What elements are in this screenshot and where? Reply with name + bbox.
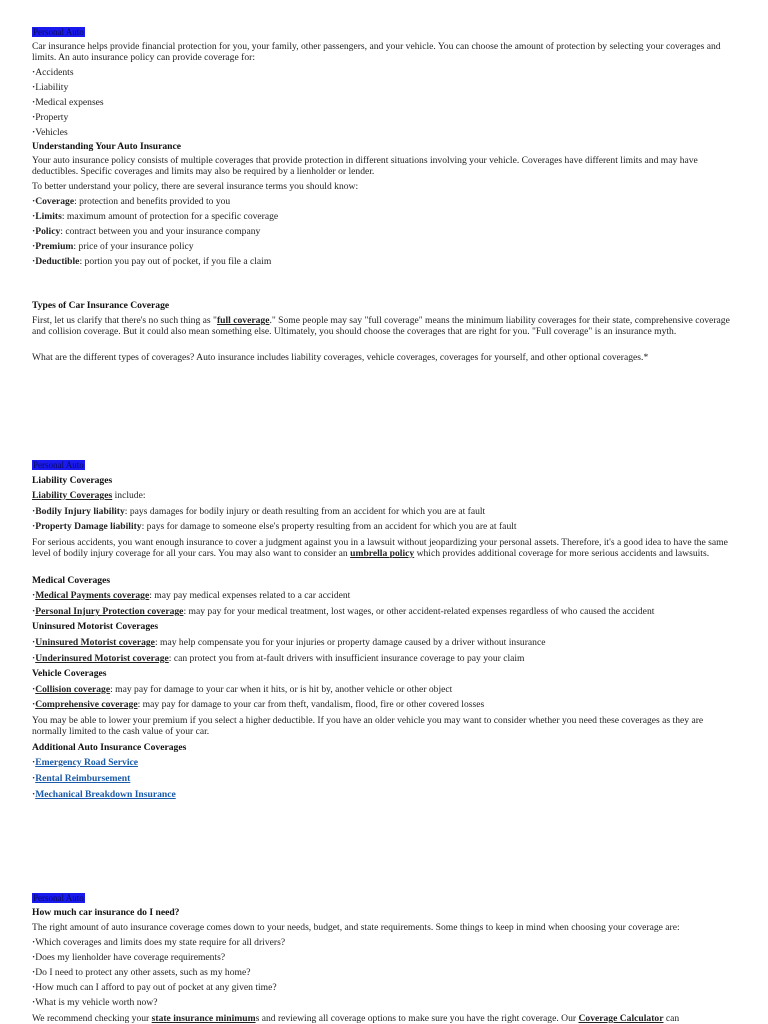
question-item: ·How much can I afford to pay out of pocket at any given time? <box>32 982 277 993</box>
additional-item: ·Mechanical Breakdown Insurance <box>32 789 176 800</box>
section-heading: Uninsured Motorist Coverages <box>32 621 159 632</box>
pip-link[interactable]: Personal Injury Protection coverage <box>35 606 184 617</box>
mechanical-breakdown-link[interactable]: Mechanical Breakdown Insurance <box>35 789 176 800</box>
coverage-calculator-link[interactable]: Coverage Calculator <box>578 1013 664 1024</box>
term-item: ·Premium: price of your insurance policy <box>32 241 194 252</box>
question-item: ·Does my lienholder have coverage requirements? <box>32 952 226 963</box>
coverage-item: ·Medical Payments coverage: may pay medical expenses related to a car accident <box>32 590 351 601</box>
needs-paragraph: The right amount of auto insurance coverage comes down to your needs, budget, and state requirements. Some things to keep in mind when choosing your coverage are: <box>32 922 680 933</box>
collision-link[interactable]: Collision coverage <box>35 684 111 695</box>
coverage-item: ·Bodily Injury liability: pays damages for bodily injury or death resulting from an accident for which you are at fault <box>32 506 486 517</box>
section-heading: Understanding Your Auto Insurance <box>32 141 182 152</box>
coverage-item: ·Uninsured Motorist coverage: may help compensate you for your injuries or property damage caused by a driver without insurance <box>32 637 546 648</box>
comprehensive-link[interactable]: Comprehensive coverage <box>35 699 138 710</box>
state-minimums-link[interactable]: state insurance minimum <box>151 1013 256 1024</box>
umbrella-policy-link[interactable]: umbrella policy <box>350 548 415 559</box>
list-item: ·Accidents <box>32 67 74 78</box>
section-tag: Personal Auto <box>33 27 84 37</box>
coverage-item: ·Collision coverage: may pay for damage to your car when it hits, or is hit by, another vehicle or other object <box>32 684 453 695</box>
recommend-paragraph: We recommend checking your state insurance minimums and reviewing all coverage options to make sure you have the right coverage. Our Coverage Calculator can <box>32 1013 680 1024</box>
section-heading: Liability Coverages <box>32 475 113 486</box>
serious-accidents-paragraph: For serious accidents, you want enough insurance to cover a judgment against you in a lawsuit without jeopardizing your personal assets. Therefore, it's a good idea to have the same level of bodily injury coverage for all your cars. You may also want to consider an umbrella policy which provides additional coverage for more serious accidents and lawsuits. <box>32 537 728 559</box>
uninsured-motorist-link[interactable]: Uninsured Motorist coverage <box>35 637 155 648</box>
coverage-item: ·Underinsured Motorist coverage: can protect you from at-fault drivers with insufficient insurance coverage to pay your claim <box>32 653 525 664</box>
coverage-item: ·Personal Injury Protection coverage: may pay for your medical treatment, lost wages, or other accident-related expenses regardless of who caused the accident <box>32 606 655 617</box>
additional-item: ·Rental Reimbursement <box>32 773 131 784</box>
intro-paragraph: Car insurance helps provide financial protection for you, your family, other passengers, and your vehicle. You can choose the amount of protection by selecting your coverages and limits. An auto insurance policy can provide coverage for: <box>32 41 721 63</box>
section-heading: Vehicle Coverages <box>32 668 107 679</box>
term-item: ·Policy: contract between you and your insurance company <box>32 226 261 237</box>
list-item: ·Medical expenses <box>32 97 104 108</box>
rental-reimbursement-link[interactable]: Rental Reimbursement <box>35 773 131 784</box>
underinsured-motorist-link[interactable]: Underinsured Motorist coverage <box>35 653 169 664</box>
types-paragraph: What are the different types of coverages? Auto insurance includes liability coverages, vehicle coverages, coverages for yourself, and other optional coverages.* <box>32 352 649 363</box>
list-item: ·Property <box>32 112 69 123</box>
section-heading: Medical Coverages <box>32 575 111 586</box>
medical-payments-link[interactable]: Medical Payments coverage <box>35 590 150 601</box>
emergency-road-service-link[interactable]: Emergency Road Service <box>35 757 139 768</box>
deductible-paragraph: You may be able to lower your premium if you select a higher deductible. If you have an older vehicle you may want to consider whether you need these coverages as they are normally limited to the cash value of your car. <box>32 715 704 737</box>
terms-intro: To better understand your policy, there are several insurance terms you should know: <box>32 181 359 192</box>
question-item: ·Do I need to protect any other assets, such as my home? <box>32 967 251 978</box>
full-coverage-paragraph: First, let us clarify that there's no such thing as "full coverage." Some people may say "full coverage" means the minimum liability coverages for their state, comprehensive coverage and collision coverage. But it could also mean something else. Ultimately, you should choose the coverages that are right for you. "Full coverage" is an insurance myth. <box>32 315 730 337</box>
full-coverage-link[interactable]: full coverage <box>216 315 270 326</box>
term-item: ·Deductible: portion you pay out of pocket, if you file a claim <box>32 256 272 267</box>
question-item: ·Which coverages and limits does my state require for all drivers? <box>32 937 286 948</box>
section-tag: Personal Auto <box>33 460 84 470</box>
term-item: ·Coverage: protection and benefits provided to you <box>32 196 231 207</box>
section-heading: Types of Car Insurance Coverage <box>32 300 170 311</box>
question-item: ·What is my vehicle worth now? <box>32 997 158 1008</box>
coverage-item: ·Property Damage liability: pays for damage to someone else's property resulting from an accident for which you are at fault <box>32 521 517 532</box>
list-item: ·Vehicles <box>32 127 68 138</box>
liability-intro: Liability Coverages include: <box>32 490 146 501</box>
section-heading: How much car insurance do I need? <box>32 907 180 918</box>
understanding-paragraph: Your auto insurance policy consists of multiple coverages that provide protection in different situations involving your vehicle. Coverages have different limits and may have deductibles. Specific coverages and limits may also be required by a lienholder or lender. <box>32 155 698 177</box>
additional-item: ·Emergency Road Service <box>32 757 139 768</box>
list-item: ·Liability <box>32 82 69 93</box>
coverage-item: ·Comprehensive coverage: may pay for damage to your car from theft, vandalism, flood, fire or other covered losses <box>32 699 485 710</box>
term-item: ·Limits: maximum amount of protection for a specific coverage <box>32 211 279 222</box>
section-heading: Additional Auto Insurance Coverages <box>32 742 187 753</box>
section-tag: Personal Auto <box>33 893 84 903</box>
liability-coverages-link[interactable]: Liability Coverages <box>32 490 113 501</box>
